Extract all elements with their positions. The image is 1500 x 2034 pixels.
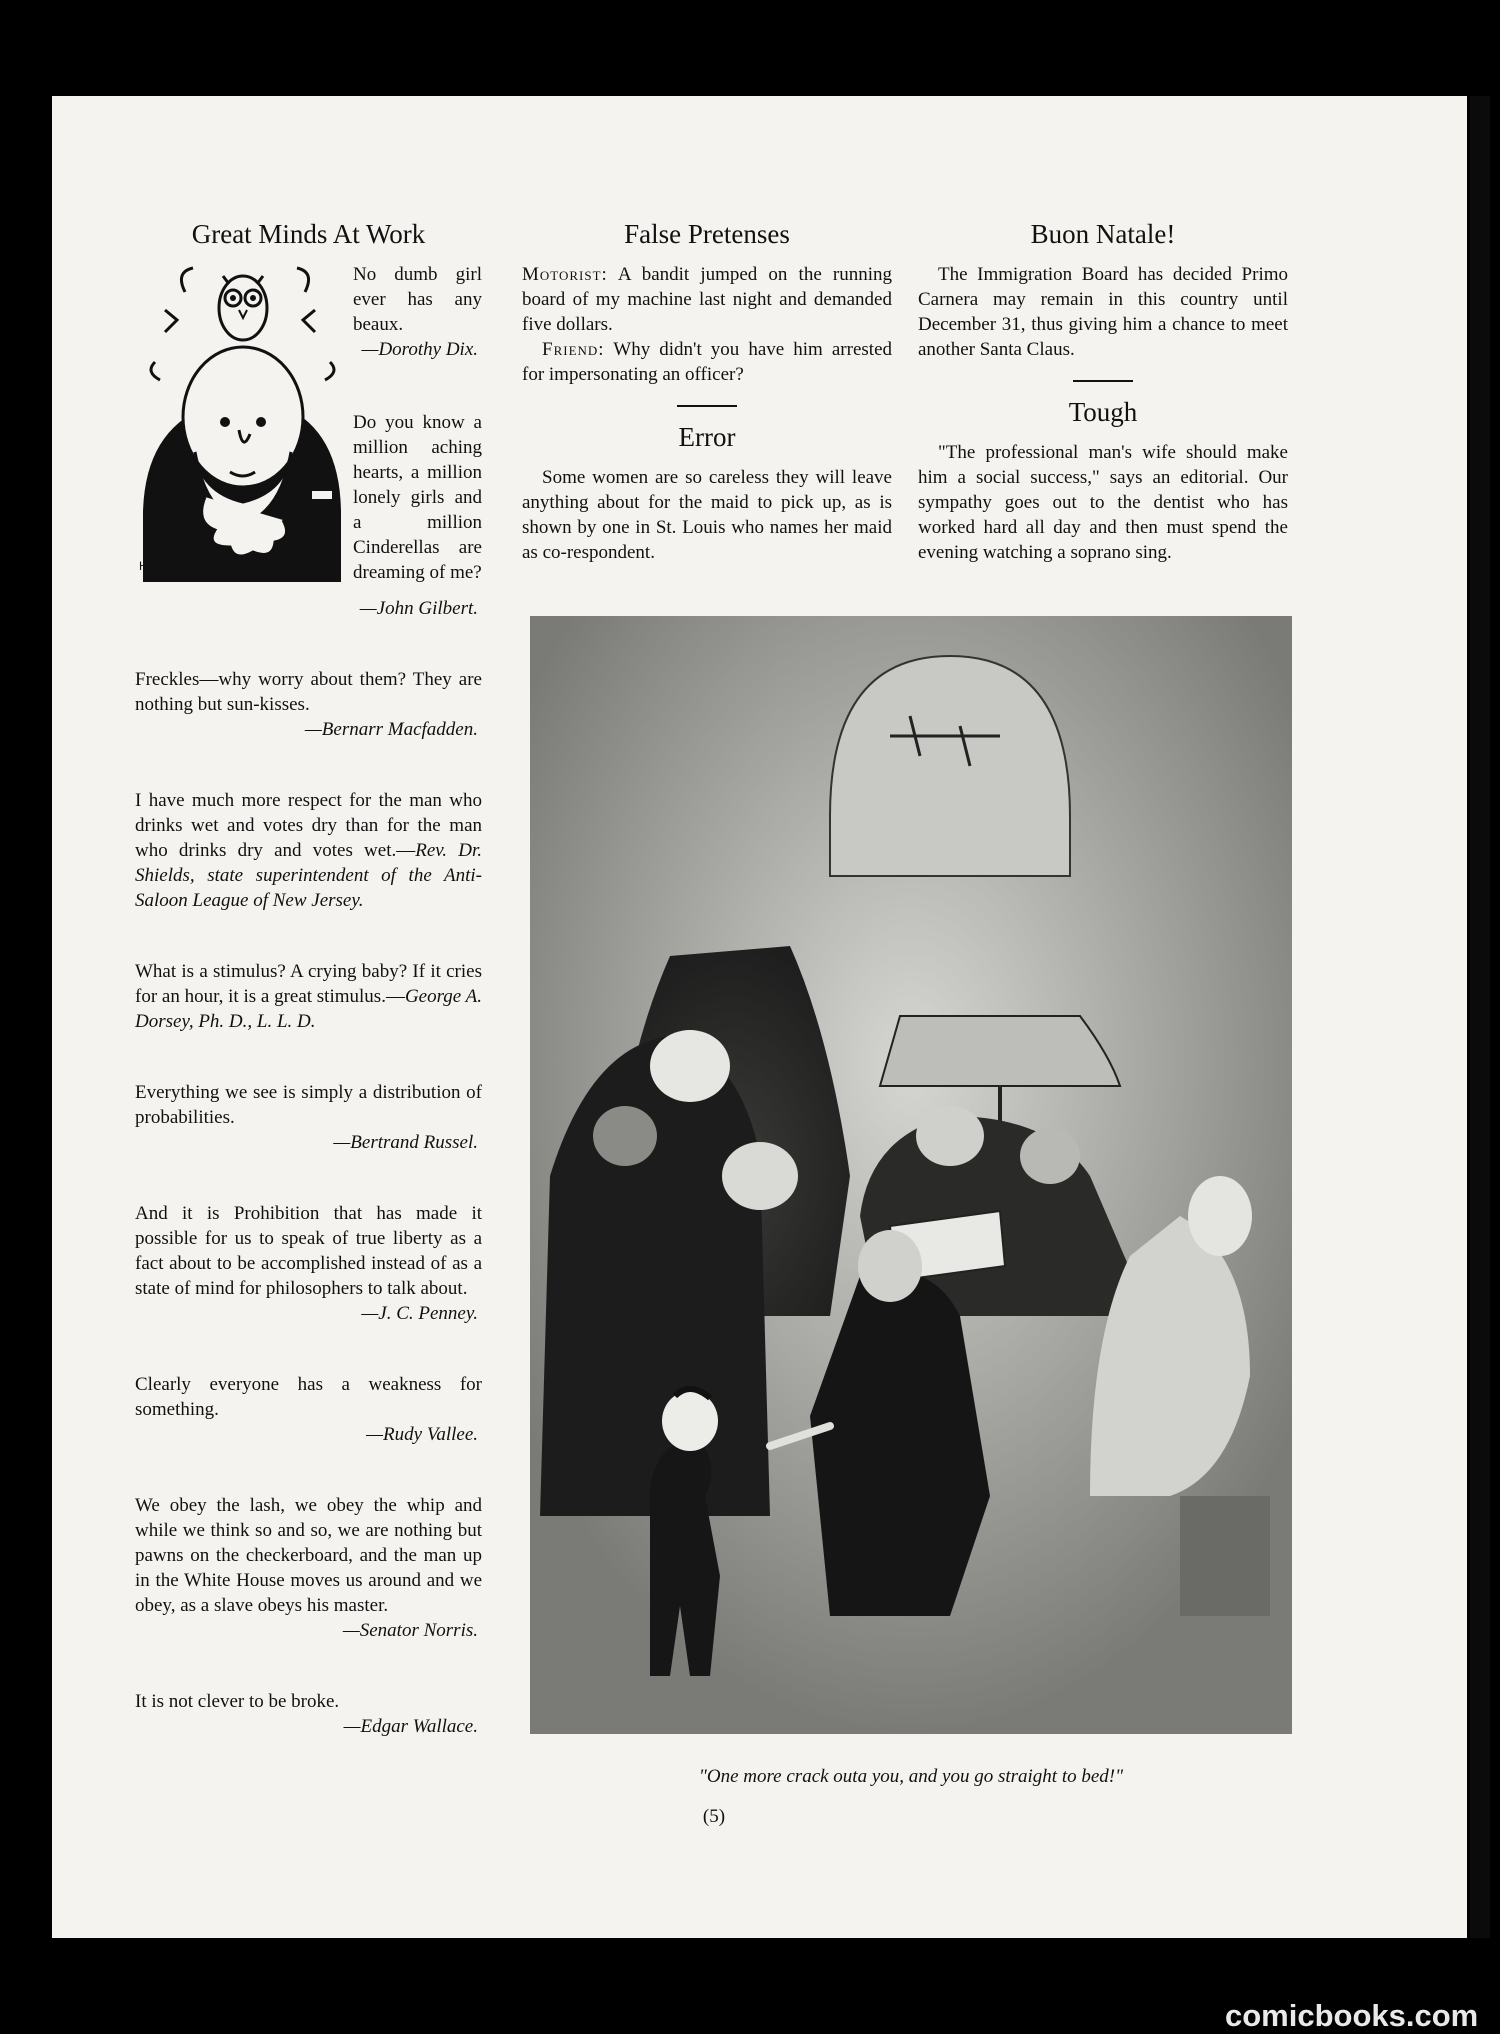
owl-cartoon-icon — [135, 262, 347, 592]
quote-item — [135, 959, 482, 1034]
natale-text: The Immigration Board has decided Primo Carnera may remain in this country until December 31, thus giving him a chance to meet another Santa Claus. — [918, 264, 1288, 360]
quote-text: Everything we see is simply a distribution of probabilities. — [135, 1082, 482, 1128]
tough-text: "The professional man's wife should make him a social success," says an editorial. Our sympathy goes out to the dentist who has worked hard all day and then must spend the evening watching a soprano sing. — [918, 442, 1288, 563]
quote-attribution: —J. C. Penney. — [361, 1303, 478, 1324]
quote-text: And it is Prohibition that has made it possible for us to speak of true liberty as a fact about to be accomplished instead of as a state of mind for philosophers to talk about. — [135, 1203, 482, 1299]
gilbert-quote: Do you know a million aching hearts, a million lonely girls and a million Cinderellas are dreaming of me? — [353, 412, 482, 583]
tough-heading: Tough — [1068, 397, 1138, 427]
quote-attribution: —Bertrand Russel. — [333, 1132, 478, 1153]
right-column — [918, 218, 1288, 565]
owl-on-head-cartoon — [135, 262, 347, 592]
quote-attribution: —Edgar Wallace. — [343, 1716, 478, 1737]
dix-quote: No dumb girl ever has any beaux. — [353, 264, 482, 335]
quote-item — [135, 788, 482, 913]
quote-text: We obey the lash, we obey the whip and while we think so and so, we are nothing but pawns on the checkerboard, and the man up in the White House moves us around and we obey, as a slave obeys his master. — [135, 1495, 482, 1616]
section-divider — [677, 405, 737, 407]
error-text: Some women are so careless they will leave anything about for the maid to pick up, as is shown by one in St. Louis who names her maid as co-respondent. — [522, 467, 892, 563]
quote-attribution: George A. Dorsey, Ph. D., L. L. D. — [135, 986, 482, 1032]
site-watermark: comicbooks.com — [1225, 1998, 1479, 2033]
quote-item — [135, 1689, 482, 1739]
quote-item — [135, 1201, 482, 1326]
quote-text: It is not clever to be broke. — [135, 1691, 340, 1712]
motorist-line: A bandit jumped on the running board of my machine last night and demanded five dollars. — [522, 264, 892, 335]
quote-text: Clearly everyone has a weakness for something. — [135, 1374, 482, 1420]
piano-recital-illustration — [530, 616, 1292, 1734]
buon-natale-heading: Buon Natale! — [1030, 219, 1176, 249]
quote-item — [135, 667, 482, 742]
quote-attribution: —Bernarr Macfadden. — [304, 719, 478, 740]
false-pretenses-heading: False Pretenses — [624, 219, 790, 249]
motorist-label: Motorist: — [522, 264, 608, 285]
quote-text: Freckles—why worry about them? They are nothing but sun-kisses. — [135, 669, 482, 715]
illustration-caption: "One more crack outa you, and you go straight to bed!" — [698, 1766, 1124, 1787]
quote-attribution: —Rudy Vallee. — [366, 1424, 478, 1445]
friend-label: Friend: — [542, 339, 605, 360]
error-heading: Error — [678, 422, 736, 452]
friend-line: Why didn't you have him arrested for impersonating an officer? — [522, 339, 892, 385]
great-minds-heading: Great Minds At Work — [191, 219, 426, 249]
quote-text: What is a stimulus? A crying baby? If it cries for an hour, it is a great stimulus.— — [135, 961, 482, 1007]
quote-attribution: —Senator Norris. — [342, 1620, 478, 1641]
quote-attribution: Rev. Dr. Shields, state superintendent of the Anti-Saloon League of New Jersey. — [135, 840, 482, 911]
svg-text:HG: HG — [139, 559, 157, 573]
illustration-drawing — [530, 616, 1292, 1734]
dix-attribution: —Dorothy Dix. — [361, 339, 478, 360]
page-number: (5) — [702, 1806, 726, 1827]
quote-item — [135, 1493, 482, 1643]
section-divider — [1073, 380, 1133, 382]
middle-column — [522, 218, 892, 565]
quote-text: I have much more respect for the man who drinks wet and votes dry than for the man who drinks dry and votes wet.— — [135, 790, 482, 861]
gilbert-attribution: —John Gilbert. — [359, 598, 478, 619]
quote-item — [135, 1080, 482, 1155]
left-column — [135, 218, 482, 1785]
quote-item — [135, 1372, 482, 1447]
page-edge-shadow — [1470, 96, 1490, 1938]
